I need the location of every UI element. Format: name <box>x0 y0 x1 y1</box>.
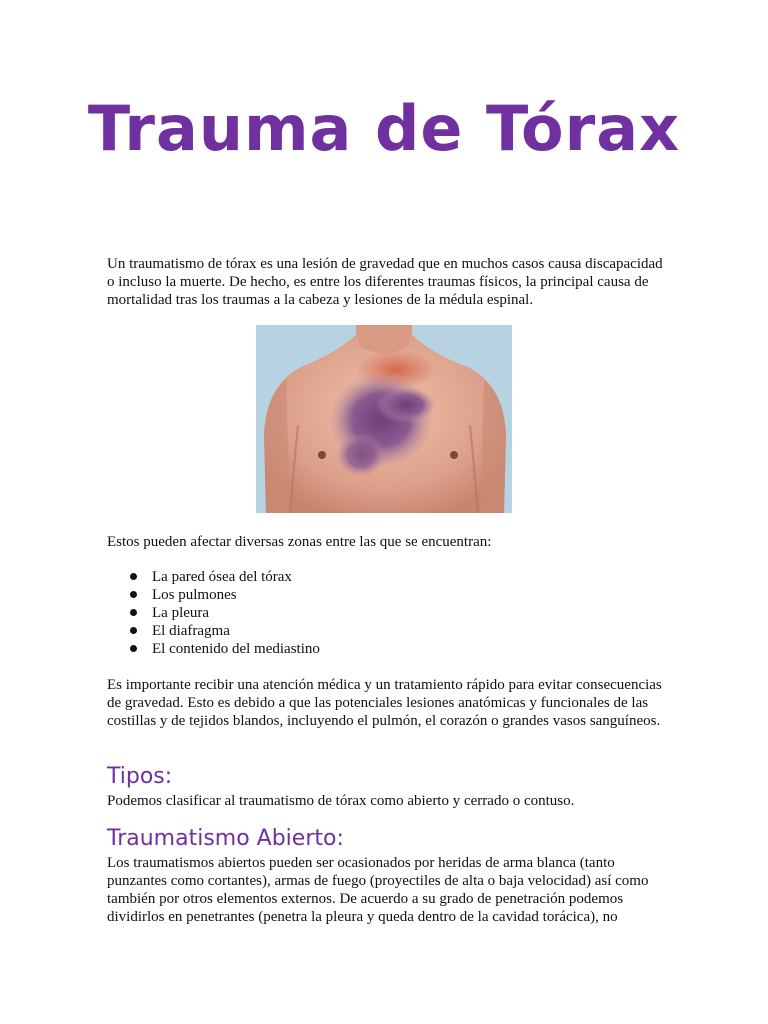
importance-paragraph: Es importante recibir una atención médica y un tratamiento rápido para evitar consecuencias de gravedad. Esto es debido a que las potenciales lesiones anatómicas y funcionales de las costillas y de tejidos blandos, incluyendo el pulmón, el corazón o grandes vasos sanguíneos. <box>107 677 662 729</box>
tipos-heading: Tipos: <box>107 764 173 789</box>
list-item: La pared ósea del tórax <box>107 568 320 586</box>
list-item: Los pulmones <box>107 586 320 604</box>
list-item: La pleura <box>107 604 320 622</box>
zones-list <box>107 568 320 658</box>
abierto-heading: Traumatismo Abierto: <box>107 826 344 851</box>
intro-paragraph: Un traumatismo de tórax es una lesión de gravedad que en muchos casos causa discapacidad o incluso la muerte. De hecho, es entre los diferentes traumas físicos, la principal causa de mortalidad tras los traumas a la cabeza y lesiones de la médula espinal. <box>107 256 663 308</box>
list-item: El diafragma <box>107 622 320 640</box>
tipos-paragraph: Podemos clasificar al traumatismo de tórax como abierto y cerrado o contuso. <box>107 793 575 809</box>
list-item: El contenido del mediastino <box>107 640 320 658</box>
document-title: Trauma de Tórax <box>87 92 681 165</box>
abierto-paragraph: Los traumatismos abiertos pueden ser ocasionados por heridas de arma blanca (tanto punzantes como cortantes), armas de fuego (proyectiles de alta o baja velocidad) así como también por otros elementos externos. De acuerdo a su grado de penetración podemos dividirlos en penetrantes (penetra la pleura y queda dentro de la cavidad torácica), no <box>107 855 649 925</box>
zones-intro-paragraph: Estos pueden afectar diversas zonas entre las que se encuentran: <box>107 534 492 550</box>
chest-bruise-photo <box>256 325 512 513</box>
